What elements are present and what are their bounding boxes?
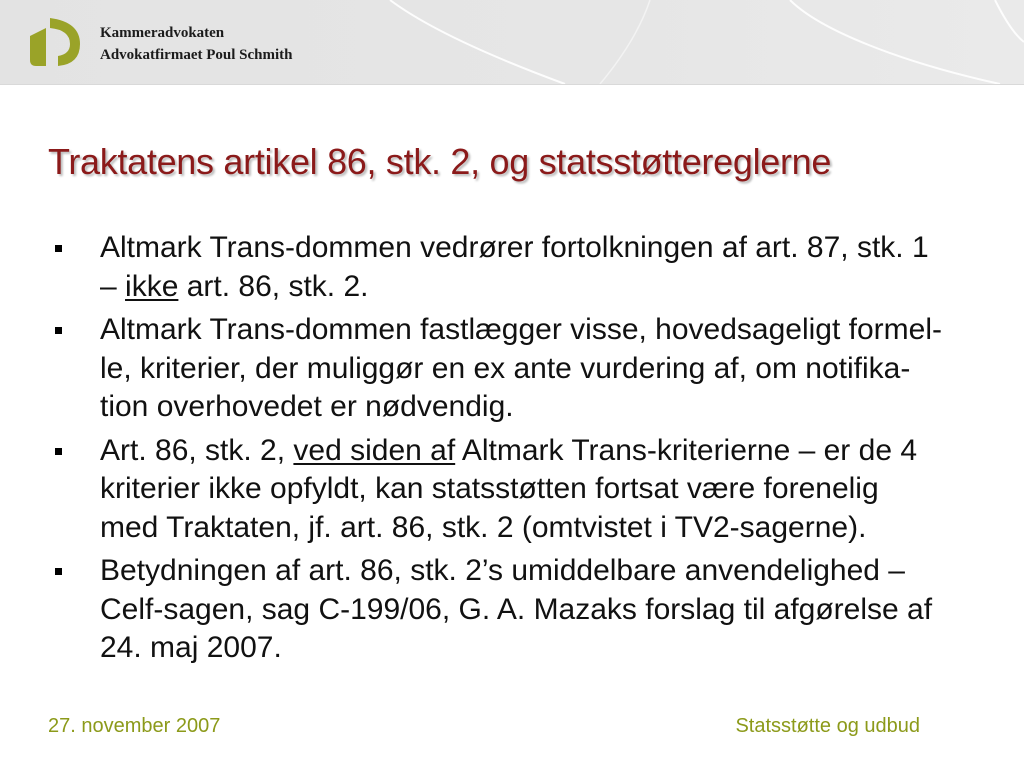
underlined-emphasis: ved siden af [293,433,456,467]
bullet-line [0,629,1024,668]
header-decoration [0,0,1024,84]
text-segment: Betydningen af art. 86, stk. 2’s umiddelbare anvendelighed – [100,554,905,587]
bullet-line [0,509,1024,548]
text-segment: tion overhovedet er nødvendig. [100,390,514,423]
kammeradvokaten-logo-icon [26,16,82,70]
slide-title: Traktatens artikel 86, stk. 2, og statsstøttereglerne [48,141,832,182]
text-segment: Art. 86, stk. 2, [100,433,294,467]
underlined-emphasis: ikke [125,269,179,303]
text-segment: Altmark Trans-dommen vedrører fortolkningen af art. 87, stk. 1 [100,231,929,264]
bullet-line [0,470,1024,509]
bullet-line [0,388,1024,427]
bullet-list [0,229,1024,668]
org-name: Kammeradvokaten [100,25,225,41]
text-segment: Celf-sagen, sag C-199/06, G. A. Mazaks forslag til afgørelse af [100,592,933,626]
bullet-line [0,268,1024,307]
bullet-marker [55,568,62,575]
footer-date: 27. november 2007 [48,715,221,737]
text-segment: – [100,269,126,303]
bullet-line [0,311,1024,350]
header-band [0,0,1024,85]
bullet-line [0,350,1024,389]
org-subtitle: Advokatfirmaet Poul Schmith [100,47,293,63]
text-segment: kriterier ikke opfyldt, kan statsstøtten fortsat være forenelig [100,472,879,505]
text-segment: le, kriterier, der muliggør en ex ante vurdering af, om notifika- [100,351,911,385]
text-segment: med Traktaten, jf. art. 86, stk. 2 (omtvistet i TV2-sagerne). [100,510,867,544]
bullet-item [0,311,1024,427]
bullet-marker [55,327,62,334]
text-segment: Altmark Trans-kriterierne – er de 4 [455,433,918,467]
footer-topic: Statsstøtte og udbud [735,715,920,737]
bullet-marker [55,448,62,455]
text-segment: Altmark Trans-dommen fastlægger visse, hovedsageligt formel- [100,313,942,346]
text-segment: 24. maj 2007. [100,631,282,664]
bullet-line [0,591,1024,630]
bullet-line [0,552,1024,591]
bullet-line [0,432,1024,471]
bullet-item [0,229,1024,306]
bullet-marker [55,245,62,252]
bullet-line [0,229,1024,268]
text-segment: art. 86, stk. 2. [178,269,369,303]
bullet-item [0,552,1024,668]
bullet-item [0,432,1024,548]
